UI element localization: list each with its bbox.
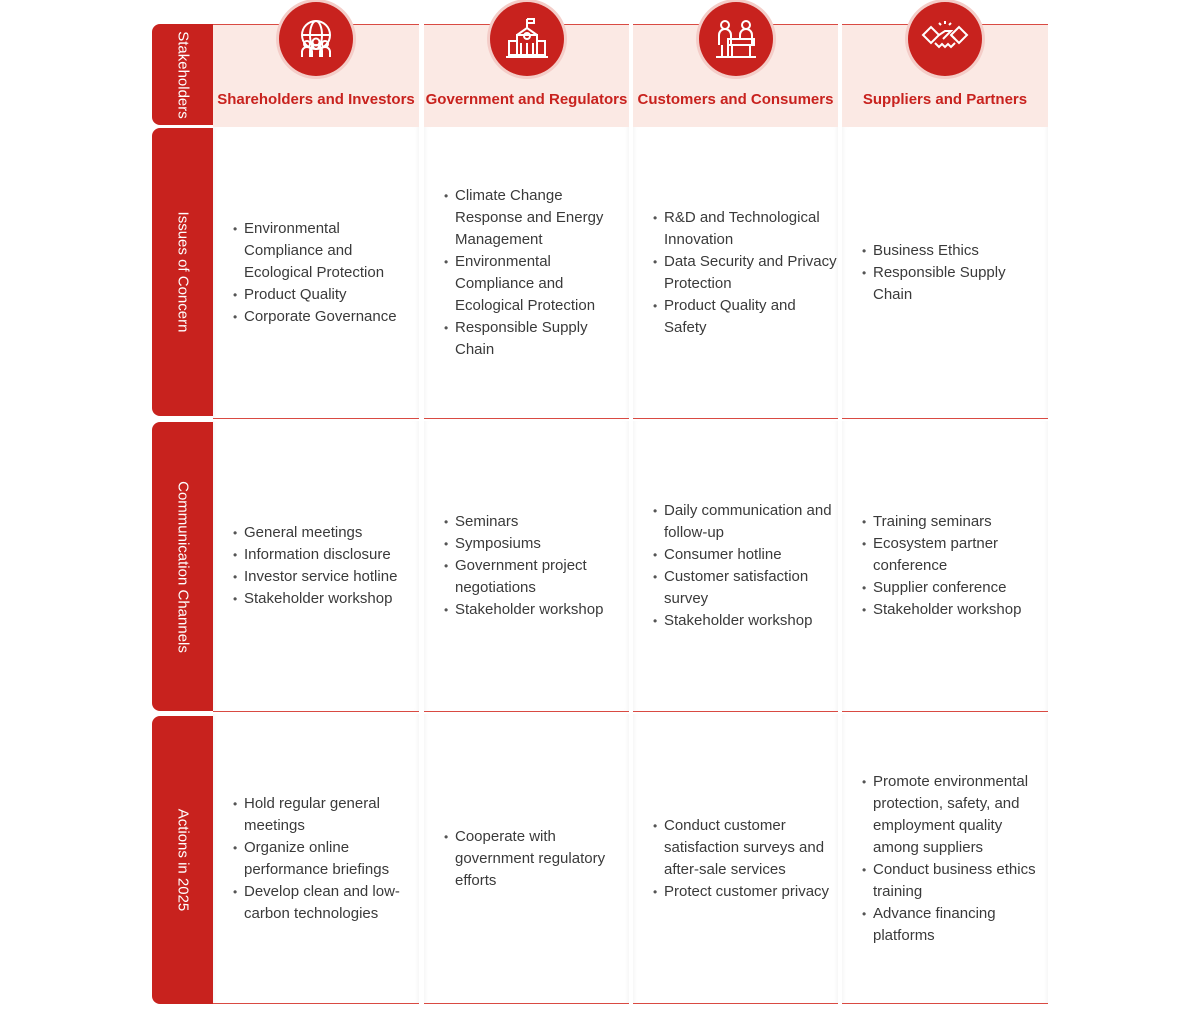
actions-cell-suppliers — [842, 714, 1048, 1004]
list-item: • Investor service hotline — [233, 566, 397, 588]
column-title: Government and Regulators — [425, 91, 628, 108]
actions-cell-government — [424, 714, 629, 1004]
list-item: • Business Ethics — [862, 240, 1048, 262]
list-item: • General meetings — [233, 522, 397, 544]
row-label-channels — [152, 422, 213, 711]
actions-list — [633, 815, 838, 903]
column-header-suppliers — [842, 24, 1048, 128]
actions-list — [424, 826, 629, 892]
issues-cell-government — [424, 127, 629, 419]
issues-cell-suppliers — [842, 127, 1048, 419]
list-item: • Stakeholder workshop — [862, 599, 1048, 621]
actions-list — [213, 793, 419, 925]
list-item: • Symposiums — [444, 533, 629, 555]
list-item: • Training seminars — [862, 511, 1048, 533]
list-item: • Responsible Supply Chain — [862, 262, 1048, 306]
list-item: • Conduct customer satisfaction surveys and after-sale services — [653, 815, 838, 881]
list-item: • Product Quality and Safety — [653, 295, 838, 339]
column-title: Customers and Consumers — [637, 91, 834, 108]
channels-list — [842, 511, 1048, 621]
list-item: • Cooperate with government regulatory efforts — [444, 826, 629, 892]
channels-cell-customers — [633, 421, 838, 712]
channels-list — [213, 522, 397, 610]
list-item: • Ecosystem partner conference — [862, 533, 1048, 577]
column-header-government — [424, 24, 629, 128]
list-item: • Product Quality — [233, 284, 419, 306]
issues-cell-customers — [633, 127, 838, 419]
list-item: • Responsible Supply Chain — [444, 317, 629, 361]
issues-list — [424, 185, 629, 361]
row-label-text: Communication Channels — [174, 480, 191, 653]
customer-service-icon — [699, 2, 773, 76]
issues-list — [842, 240, 1048, 306]
row-label-issues — [152, 128, 213, 416]
list-item: • Promote environmental protection, safety, and employment quality among suppliers — [862, 771, 1048, 859]
row-label-text: Issues of Concern — [174, 211, 191, 333]
government-building-icon — [490, 2, 564, 76]
globe-people-icon — [279, 2, 353, 76]
list-item: • Environmental Compliance and Ecological Protection — [444, 251, 629, 317]
issues-list — [213, 218, 419, 328]
list-item: • Advance financing platforms — [862, 903, 1048, 947]
list-item: • Daily communication and follow-up — [653, 500, 838, 544]
list-item: • Climate Change Response and Energy Management — [444, 185, 629, 251]
column-header-shareholders — [213, 24, 419, 128]
list-item: • Stakeholder workshop — [444, 599, 629, 621]
list-item: • Consumer hotline — [653, 544, 838, 566]
list-item: • Develop clean and low-carbon technologies — [233, 881, 419, 925]
list-item: • Stakeholder workshop — [653, 610, 838, 632]
list-item: • Customer satisfaction survey — [653, 566, 838, 610]
list-item: • Seminars — [444, 511, 629, 533]
actions-list — [842, 771, 1048, 947]
list-item: • Hold regular general meetings — [233, 793, 419, 837]
channels-list — [424, 511, 629, 621]
list-item: • Information disclosure — [233, 544, 397, 566]
channels-cell-shareholders — [213, 421, 419, 712]
row-label-text: Stakeholders — [174, 30, 191, 119]
list-item: • Data Security and Privacy Protection — [653, 251, 838, 295]
list-item: • Corporate Governance — [233, 306, 419, 328]
handshake-icon — [908, 2, 982, 76]
issues-list — [633, 207, 838, 339]
issues-cell-shareholders — [213, 127, 419, 419]
column-title: Suppliers and Partners — [862, 91, 1028, 108]
list-item: • Supplier conference — [862, 577, 1048, 599]
actions-cell-shareholders — [213, 714, 419, 1004]
list-item: • Stakeholder workshop — [233, 588, 397, 610]
column-title: Shareholders and Investors — [217, 91, 415, 108]
list-item: • R&D and Technological Innovation — [653, 207, 838, 251]
channels-cell-suppliers — [842, 421, 1048, 712]
list-item: • Organize online performance briefings — [233, 837, 419, 881]
row-label-text: Actions in 2025 — [174, 808, 191, 912]
column-header-customers — [633, 24, 838, 128]
row-label-actions — [152, 716, 213, 1004]
channels-list — [633, 500, 838, 632]
list-item: • Conduct business ethics training — [862, 859, 1048, 903]
list-item: • Government project negotiations — [444, 555, 629, 599]
actions-cell-customers — [633, 714, 838, 1004]
row-label-stakeholders — [152, 24, 213, 125]
channels-cell-government — [424, 421, 629, 712]
list-item: • Protect customer privacy — [653, 881, 838, 903]
list-item: • Environmental Compliance and Ecological Protection — [233, 218, 419, 284]
